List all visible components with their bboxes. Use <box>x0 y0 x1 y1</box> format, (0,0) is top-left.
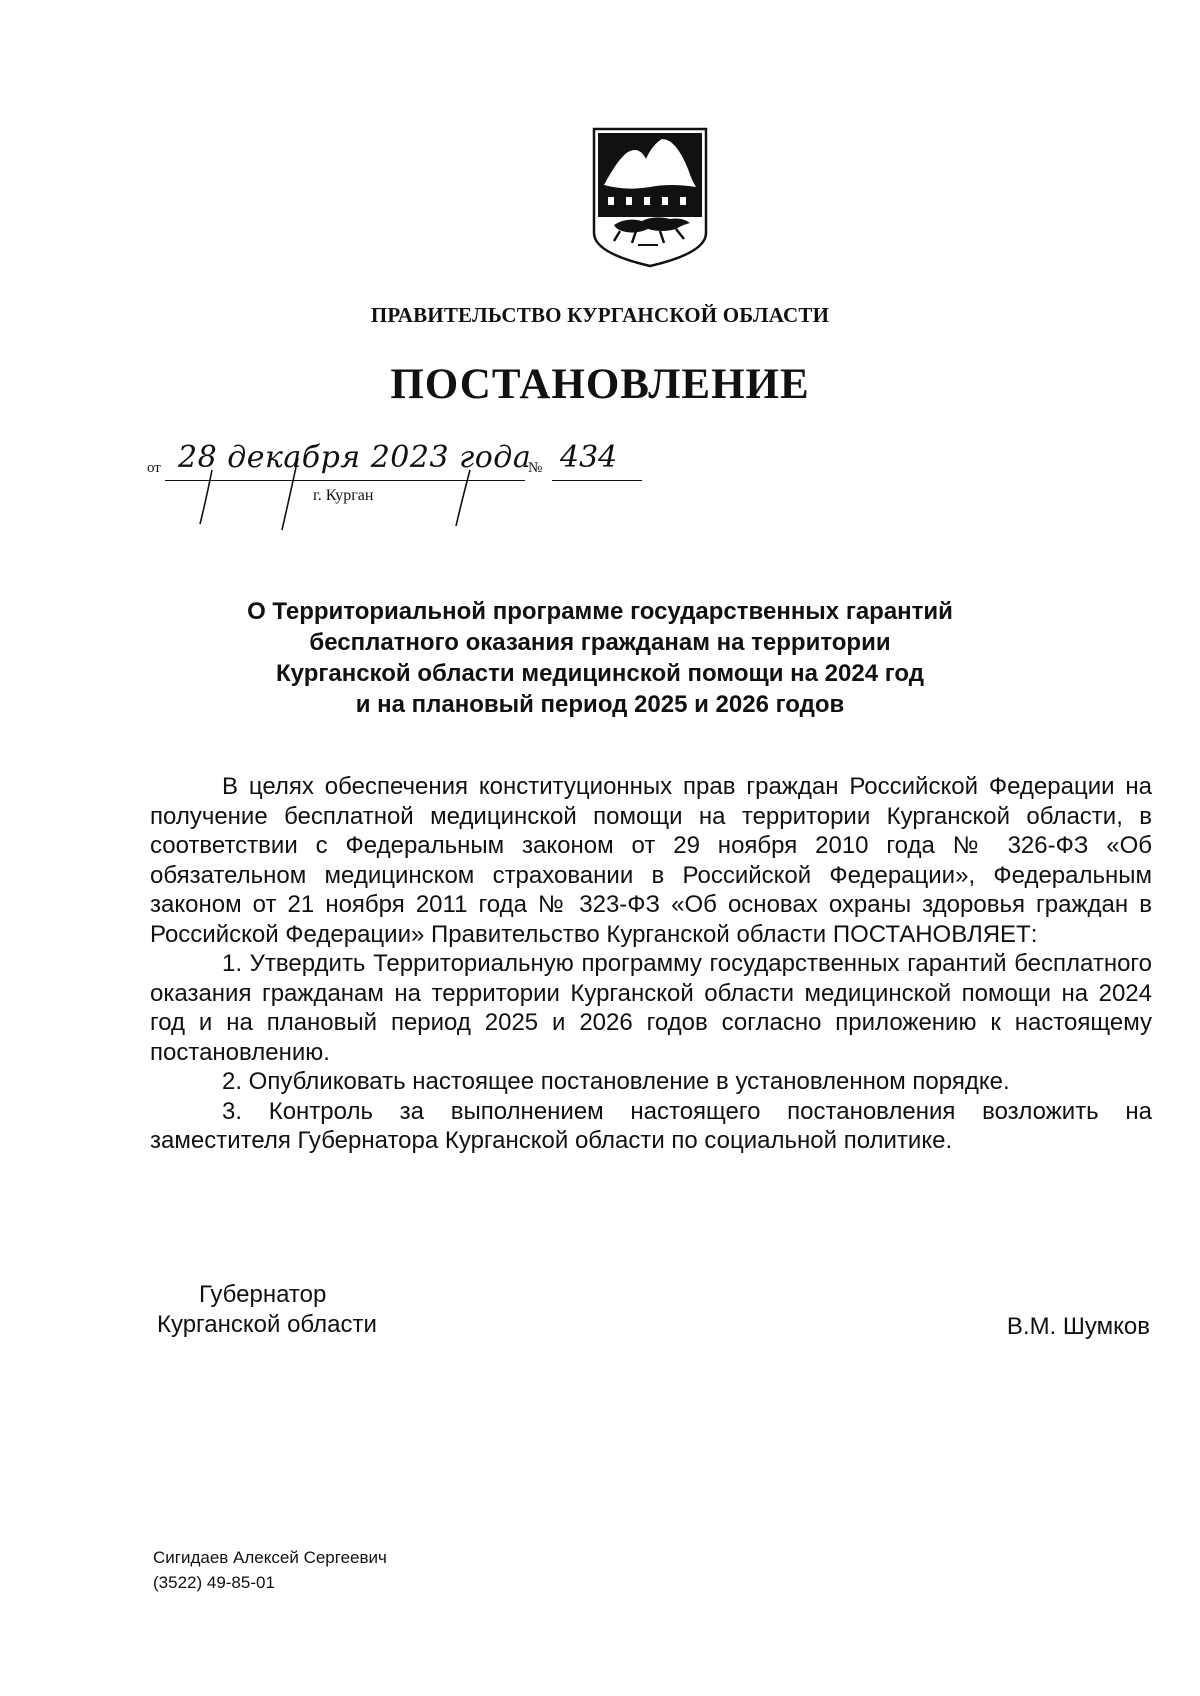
resolution-body <box>150 772 1152 1156</box>
handwritten-number: 434 <box>560 440 618 475</box>
kurgan-coat-of-arms-icon <box>590 125 710 270</box>
handwritten-date: 28 декабря 2023 года <box>178 440 532 475</box>
position-line: Курганской области <box>157 1311 377 1338</box>
organization-name: ПРАВИТЕЛЬСТВО КУРГАНСКОЙ ОБЛАСТИ <box>370 303 830 327</box>
signatory-name: В.М. Шумков <box>1006 1313 1150 1340</box>
position-line: Губернатор <box>199 1281 327 1308</box>
document-type-heading: ПОСТАНОВЛЕНИЕ <box>390 361 810 408</box>
title-line: Курганской области медицинской помощи на 2024 год <box>276 660 924 687</box>
resolution-item-3: 3. Контроль за выполнением настоящего постановления возложить на заместителя Губернатора Курганской области по социальной политике. <box>150 1097 1152 1154</box>
date-prefix-label: от <box>147 460 161 476</box>
date-number-line <box>0 440 1200 540</box>
handwriting-descender-strokes <box>0 440 1200 540</box>
title-line: О Территориальной программе государственных гарантий <box>247 598 953 625</box>
title-line: бесплатного оказания гражданам на территории <box>309 629 891 656</box>
preamble-paragraph: В целях обеспечения конституционных прав граждан Российской Федерации на получение бесплатной медицинской помощи на территории Курганской области, в соответствии с Федеральным законом от 29 ноября 2010 года № 326-ФЗ «Об обязательном медицинском страховании в Российской Федерации», Федеральным законом от 21 ноября 2011 года № 323-ФЗ «Об основах охраны здоровья граждан в Российской Федерации» Правительство Курганской области ПОСТАНОВЛЯЕТ: <box>150 773 1152 948</box>
resolution-item-2: 2. Опубликовать настоящее постановление в установленном порядке. <box>222 1068 1010 1095</box>
title-line: и на плановый период 2025 и 2026 годов <box>355 691 845 718</box>
number-label: № <box>528 460 543 476</box>
signatory-position <box>157 1280 377 1340</box>
city-label: г. Курган <box>313 487 374 504</box>
resolution-title <box>150 596 1050 720</box>
executor-info <box>153 1545 387 1595</box>
executor-name: Сигидаев Алексей Сергеевич <box>153 1548 387 1567</box>
executor-phone: (3522) 49-85-01 <box>153 1573 275 1592</box>
resolution-item-1: 1. Утвердить Территориальную программу государственных гарантий бесплатного оказания гражданам на территории Курганской области медицинской помощи на 2024 год и на плановый период 2025 и 2026 годов согласно приложению к настоящему постановлению. <box>150 950 1152 1066</box>
